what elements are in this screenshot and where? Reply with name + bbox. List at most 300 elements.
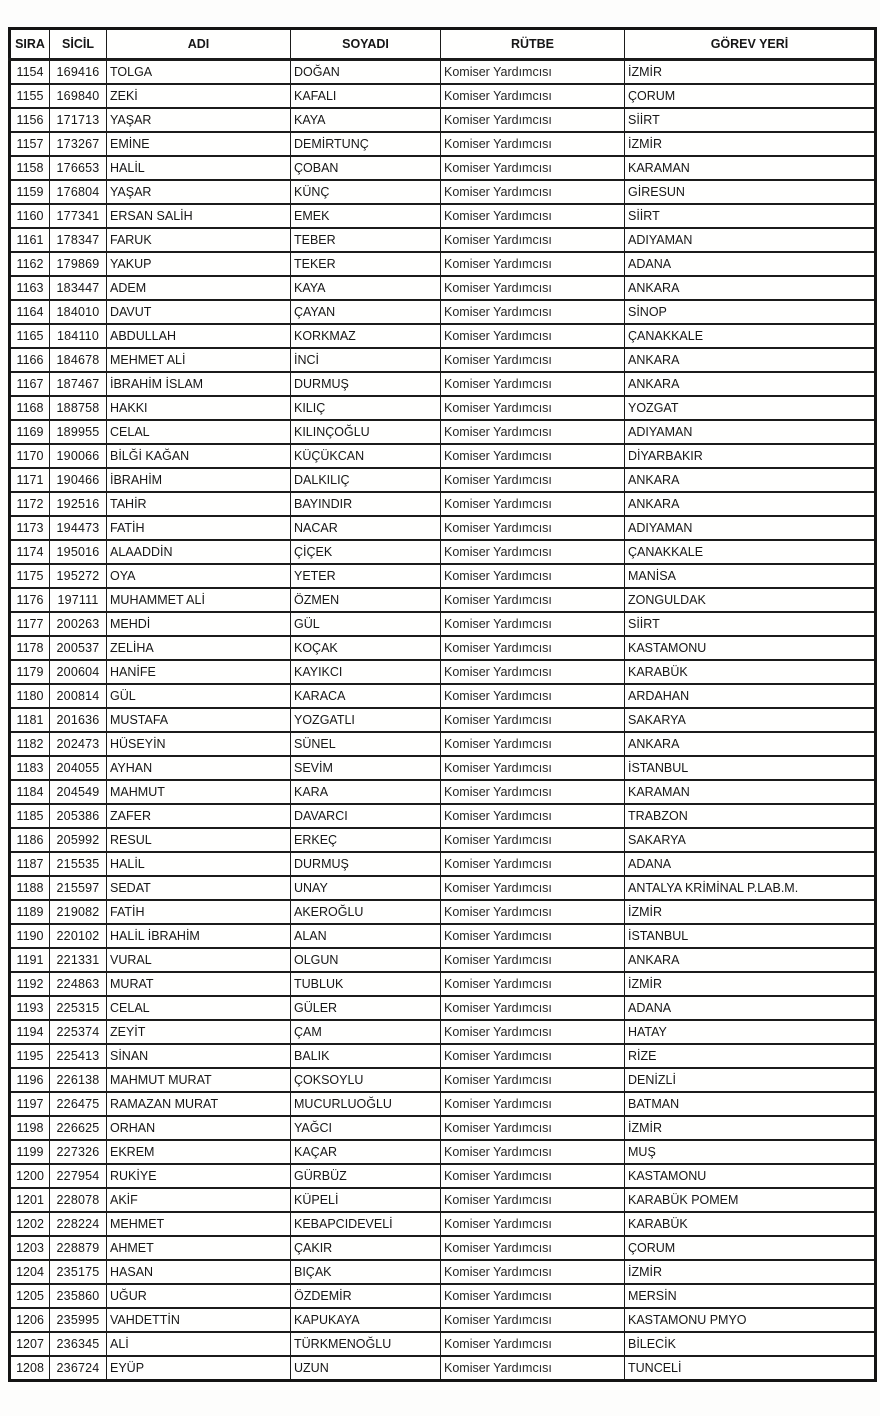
cell-rutbe: Komiser Yardımcısı xyxy=(441,324,625,348)
column-header-sicil: SİCİL xyxy=(50,29,107,60)
cell-sicil: 221331 xyxy=(50,948,107,972)
cell-sicil: 227326 xyxy=(50,1140,107,1164)
cell-gorev-yeri: ANKARA xyxy=(625,276,876,300)
cell-soyadi: KÜPELİ xyxy=(291,1188,441,1212)
cell-rutbe: Komiser Yardımcısı xyxy=(441,1308,625,1332)
cell-soyadi: UZUN xyxy=(291,1356,441,1381)
cell-soyadi: YAĞCI xyxy=(291,1116,441,1140)
cell-sicil: 171713 xyxy=(50,108,107,132)
cell-sira: 1167 xyxy=(10,372,50,396)
table-row xyxy=(10,396,876,420)
table-row xyxy=(10,1140,876,1164)
cell-soyadi: DEMİRTUNÇ xyxy=(291,132,441,156)
cell-soyadi: MUCURLUOĞLU xyxy=(291,1092,441,1116)
table-row xyxy=(10,876,876,900)
cell-sira: 1200 xyxy=(10,1164,50,1188)
table-row xyxy=(10,732,876,756)
cell-sira: 1160 xyxy=(10,204,50,228)
cell-sira: 1173 xyxy=(10,516,50,540)
cell-sicil: 179869 xyxy=(50,252,107,276)
cell-rutbe: Komiser Yardımcısı xyxy=(441,156,625,180)
table-row xyxy=(10,780,876,804)
cell-soyadi: TUBLUK xyxy=(291,972,441,996)
cell-sicil: 189955 xyxy=(50,420,107,444)
cell-rutbe: Komiser Yardımcısı xyxy=(441,1356,625,1381)
cell-gorev-yeri: ADANA xyxy=(625,996,876,1020)
cell-soyadi: ALAN xyxy=(291,924,441,948)
cell-sira: 1169 xyxy=(10,420,50,444)
cell-adi: HÜSEYİN xyxy=(107,732,291,756)
cell-rutbe: Komiser Yardımcısı xyxy=(441,1284,625,1308)
cell-adi: UĞUR xyxy=(107,1284,291,1308)
table-row xyxy=(10,420,876,444)
cell-sicil: 194473 xyxy=(50,516,107,540)
cell-sira: 1199 xyxy=(10,1140,50,1164)
cell-adi: MUHAMMET ALİ xyxy=(107,588,291,612)
cell-soyadi: DURMUŞ xyxy=(291,372,441,396)
cell-sira: 1183 xyxy=(10,756,50,780)
cell-sicil: 183447 xyxy=(50,276,107,300)
cell-rutbe: Komiser Yardımcısı xyxy=(441,1332,625,1356)
cell-rutbe: Komiser Yardımcısı xyxy=(441,756,625,780)
cell-adi: AHMET xyxy=(107,1236,291,1260)
cell-sicil: 200537 xyxy=(50,636,107,660)
cell-adi: HASAN xyxy=(107,1260,291,1284)
cell-gorev-yeri: ÇANAKKALE xyxy=(625,324,876,348)
cell-gorev-yeri: ZONGULDAK xyxy=(625,588,876,612)
cell-sira: 1204 xyxy=(10,1260,50,1284)
cell-sicil: 187467 xyxy=(50,372,107,396)
cell-gorev-yeri: KARABÜK xyxy=(625,660,876,684)
cell-soyadi: KAPUKAYA xyxy=(291,1308,441,1332)
header-row xyxy=(10,29,876,60)
cell-soyadi: KAFALI xyxy=(291,84,441,108)
cell-gorev-yeri: İZMİR xyxy=(625,60,876,85)
cell-sira: 1185 xyxy=(10,804,50,828)
cell-sira: 1158 xyxy=(10,156,50,180)
table-row xyxy=(10,84,876,108)
cell-rutbe: Komiser Yardımcısı xyxy=(441,660,625,684)
table-row xyxy=(10,1092,876,1116)
cell-rutbe: Komiser Yardımcısı xyxy=(441,900,625,924)
cell-soyadi: ÖZMEN xyxy=(291,588,441,612)
cell-soyadi: DALKILIÇ xyxy=(291,468,441,492)
cell-rutbe: Komiser Yardımcısı xyxy=(441,348,625,372)
table-row xyxy=(10,1308,876,1332)
cell-sira: 1184 xyxy=(10,780,50,804)
table-row xyxy=(10,1188,876,1212)
cell-sicil: 228078 xyxy=(50,1188,107,1212)
cell-gorev-yeri: YOZGAT xyxy=(625,396,876,420)
cell-rutbe: Komiser Yardımcısı xyxy=(441,612,625,636)
cell-soyadi: BIÇAK xyxy=(291,1260,441,1284)
cell-adi: FATİH xyxy=(107,900,291,924)
cell-sicil: 227954 xyxy=(50,1164,107,1188)
cell-adi: RAMAZAN MURAT xyxy=(107,1092,291,1116)
cell-adi: MAHMUT MURAT xyxy=(107,1068,291,1092)
cell-adi: HANİFE xyxy=(107,660,291,684)
cell-rutbe: Komiser Yardımcısı xyxy=(441,444,625,468)
cell-sira: 1178 xyxy=(10,636,50,660)
cell-gorev-yeri: ANKARA xyxy=(625,372,876,396)
cell-sicil: 226625 xyxy=(50,1116,107,1140)
cell-sira: 1208 xyxy=(10,1356,50,1381)
cell-soyadi: DOĞAN xyxy=(291,60,441,85)
cell-gorev-yeri: ANKARA xyxy=(625,732,876,756)
cell-sira: 1163 xyxy=(10,276,50,300)
cell-rutbe: Komiser Yardımcısı xyxy=(441,876,625,900)
cell-sira: 1166 xyxy=(10,348,50,372)
cell-sicil: 235860 xyxy=(50,1284,107,1308)
cell-gorev-yeri: İZMİR xyxy=(625,1260,876,1284)
cell-rutbe: Komiser Yardımcısı xyxy=(441,972,625,996)
cell-gorev-yeri: İSTANBUL xyxy=(625,924,876,948)
cell-soyadi: KORKMAZ xyxy=(291,324,441,348)
cell-rutbe: Komiser Yardımcısı xyxy=(441,924,625,948)
cell-sira: 1190 xyxy=(10,924,50,948)
table-row xyxy=(10,612,876,636)
cell-soyadi: GÜRBÜZ xyxy=(291,1164,441,1188)
table-row xyxy=(10,108,876,132)
cell-sira: 1155 xyxy=(10,84,50,108)
cell-adi: TOLGA xyxy=(107,60,291,85)
cell-sira: 1171 xyxy=(10,468,50,492)
cell-sira: 1154 xyxy=(10,60,50,85)
cell-sicil: 169840 xyxy=(50,84,107,108)
cell-soyadi: KAYA xyxy=(291,108,441,132)
cell-gorev-yeri: BİLECİK xyxy=(625,1332,876,1356)
cell-gorev-yeri: HATAY xyxy=(625,1020,876,1044)
cell-gorev-yeri: ANKARA xyxy=(625,348,876,372)
cell-adi: DAVUT xyxy=(107,300,291,324)
cell-sira: 1157 xyxy=(10,132,50,156)
cell-adi: AKİF xyxy=(107,1188,291,1212)
cell-rutbe: Komiser Yardımcısı xyxy=(441,564,625,588)
cell-gorev-yeri: KASTAMONU xyxy=(625,1164,876,1188)
cell-rutbe: Komiser Yardımcısı xyxy=(441,1020,625,1044)
cell-gorev-yeri: ÇORUM xyxy=(625,84,876,108)
cell-adi: ADEM xyxy=(107,276,291,300)
cell-gorev-yeri: SİİRT xyxy=(625,204,876,228)
cell-adi: FARUK xyxy=(107,228,291,252)
cell-rutbe: Komiser Yardımcısı xyxy=(441,132,625,156)
cell-gorev-yeri: İZMİR xyxy=(625,132,876,156)
cell-sicil: 205386 xyxy=(50,804,107,828)
table-row xyxy=(10,300,876,324)
cell-adi: HALİL xyxy=(107,156,291,180)
column-header-sira: SIRA xyxy=(10,29,50,60)
cell-adi: MEHMET ALİ xyxy=(107,348,291,372)
cell-sicil: 184678 xyxy=(50,348,107,372)
cell-rutbe: Komiser Yardımcısı xyxy=(441,780,625,804)
table-row xyxy=(10,636,876,660)
table-header xyxy=(10,29,876,60)
cell-soyadi: SÜNEL xyxy=(291,732,441,756)
cell-gorev-yeri: SAKARYA xyxy=(625,828,876,852)
cell-sicil: 219082 xyxy=(50,900,107,924)
cell-soyadi: GÜLER xyxy=(291,996,441,1020)
column-header-rutbe: RÜTBE xyxy=(441,29,625,60)
cell-gorev-yeri: RİZE xyxy=(625,1044,876,1068)
cell-gorev-yeri: GİRESUN xyxy=(625,180,876,204)
cell-adi: HAKKI xyxy=(107,396,291,420)
cell-gorev-yeri: ADIYAMAN xyxy=(625,420,876,444)
cell-sira: 1188 xyxy=(10,876,50,900)
cell-sira: 1194 xyxy=(10,1020,50,1044)
cell-rutbe: Komiser Yardımcısı xyxy=(441,84,625,108)
cell-soyadi: KARA xyxy=(291,780,441,804)
cell-rutbe: Komiser Yardımcısı xyxy=(441,1092,625,1116)
table-row xyxy=(10,372,876,396)
cell-sira: 1165 xyxy=(10,324,50,348)
cell-adi: MURAT xyxy=(107,972,291,996)
cell-soyadi: KÜNÇ xyxy=(291,180,441,204)
table-row xyxy=(10,924,876,948)
cell-sicil: 195016 xyxy=(50,540,107,564)
cell-sicil: 215535 xyxy=(50,852,107,876)
table-row xyxy=(10,588,876,612)
cell-soyadi: SEVİM xyxy=(291,756,441,780)
cell-sira: 1176 xyxy=(10,588,50,612)
cell-sicil: 228224 xyxy=(50,1212,107,1236)
cell-sira: 1174 xyxy=(10,540,50,564)
cell-rutbe: Komiser Yardımcısı xyxy=(441,60,625,85)
cell-adi: HALİL xyxy=(107,852,291,876)
cell-gorev-yeri: ARDAHAN xyxy=(625,684,876,708)
cell-sicil: 235995 xyxy=(50,1308,107,1332)
cell-adi: SİNAN xyxy=(107,1044,291,1068)
cell-adi: İBRAHİM xyxy=(107,468,291,492)
cell-rutbe: Komiser Yardımcısı xyxy=(441,1212,625,1236)
cell-gorev-yeri: KARAMAN xyxy=(625,156,876,180)
cell-soyadi: KOÇAK xyxy=(291,636,441,660)
cell-adi: EKREM xyxy=(107,1140,291,1164)
cell-soyadi: TÜRKMENOĞLU xyxy=(291,1332,441,1356)
table-row xyxy=(10,756,876,780)
cell-adi: RUKİYE xyxy=(107,1164,291,1188)
cell-sicil: 225374 xyxy=(50,1020,107,1044)
cell-soyadi: İNCİ xyxy=(291,348,441,372)
cell-rutbe: Komiser Yardımcısı xyxy=(441,1068,625,1092)
table-row xyxy=(10,180,876,204)
cell-sira: 1192 xyxy=(10,972,50,996)
cell-soyadi: OLGUN xyxy=(291,948,441,972)
table-row xyxy=(10,1116,876,1140)
cell-adi: VURAL xyxy=(107,948,291,972)
table-row xyxy=(10,948,876,972)
cell-sicil: 176653 xyxy=(50,156,107,180)
cell-rutbe: Komiser Yardımcısı xyxy=(441,948,625,972)
cell-gorev-yeri: SİİRT xyxy=(625,108,876,132)
cell-soyadi: AKEROĞLU xyxy=(291,900,441,924)
cell-adi: ORHAN xyxy=(107,1116,291,1140)
table-row xyxy=(10,276,876,300)
table-row xyxy=(10,1356,876,1381)
cell-sira: 1168 xyxy=(10,396,50,420)
cell-adi: MEHDİ xyxy=(107,612,291,636)
cell-gorev-yeri: TUNCELİ xyxy=(625,1356,876,1381)
table-body xyxy=(10,60,876,1381)
cell-rutbe: Komiser Yardımcısı xyxy=(441,1164,625,1188)
cell-soyadi: KAÇAR xyxy=(291,1140,441,1164)
table-row xyxy=(10,1332,876,1356)
cell-soyadi: TEBER xyxy=(291,228,441,252)
cell-rutbe: Komiser Yardımcısı xyxy=(441,372,625,396)
cell-sicil: 195272 xyxy=(50,564,107,588)
cell-soyadi: DAVARCI xyxy=(291,804,441,828)
cell-sira: 1162 xyxy=(10,252,50,276)
cell-rutbe: Komiser Yardımcısı xyxy=(441,516,625,540)
table-row xyxy=(10,684,876,708)
cell-sira: 1198 xyxy=(10,1116,50,1140)
cell-sira: 1177 xyxy=(10,612,50,636)
cell-gorev-yeri: SİİRT xyxy=(625,612,876,636)
cell-rutbe: Komiser Yardımcısı xyxy=(441,1044,625,1068)
table-row xyxy=(10,444,876,468)
cell-adi: GÜL xyxy=(107,684,291,708)
table-row xyxy=(10,468,876,492)
cell-soyadi: KÜÇÜKCAN xyxy=(291,444,441,468)
cell-rutbe: Komiser Yardımcısı xyxy=(441,684,625,708)
cell-adi: YAŞAR xyxy=(107,108,291,132)
cell-sicil: 205992 xyxy=(50,828,107,852)
cell-adi: AYHAN xyxy=(107,756,291,780)
cell-gorev-yeri: MERSİN xyxy=(625,1284,876,1308)
cell-rutbe: Komiser Yardımcısı xyxy=(441,708,625,732)
cell-soyadi: DURMUŞ xyxy=(291,852,441,876)
cell-rutbe: Komiser Yardımcısı xyxy=(441,300,625,324)
cell-sicil: 235175 xyxy=(50,1260,107,1284)
table-row xyxy=(10,708,876,732)
cell-gorev-yeri: KARABÜK POMEM xyxy=(625,1188,876,1212)
cell-soyadi: GÜL xyxy=(291,612,441,636)
cell-sira: 1201 xyxy=(10,1188,50,1212)
cell-rutbe: Komiser Yardımcısı xyxy=(441,732,625,756)
cell-gorev-yeri: ÇORUM xyxy=(625,1236,876,1260)
table-row xyxy=(10,1068,876,1092)
cell-adi: ALİ xyxy=(107,1332,291,1356)
cell-rutbe: Komiser Yardımcısı xyxy=(441,1140,625,1164)
table-row xyxy=(10,204,876,228)
cell-sicil: 220102 xyxy=(50,924,107,948)
cell-adi: ERSAN SALİH xyxy=(107,204,291,228)
cell-sicil: 184010 xyxy=(50,300,107,324)
cell-gorev-yeri: TRABZON xyxy=(625,804,876,828)
cell-sira: 1181 xyxy=(10,708,50,732)
table-row xyxy=(10,1236,876,1260)
cell-adi: BİLĞİ KAĞAN xyxy=(107,444,291,468)
cell-gorev-yeri: ANTALYA KRİMİNAL P.LAB.M. xyxy=(625,876,876,900)
cell-sira: 1156 xyxy=(10,108,50,132)
table-row xyxy=(10,1020,876,1044)
cell-rutbe: Komiser Yardımcısı xyxy=(441,1236,625,1260)
table-row xyxy=(10,252,876,276)
table-row xyxy=(10,828,876,852)
cell-soyadi: ÇAYAN xyxy=(291,300,441,324)
cell-gorev-yeri: İSTANBUL xyxy=(625,756,876,780)
cell-sira: 1159 xyxy=(10,180,50,204)
cell-rutbe: Komiser Yardımcısı xyxy=(441,228,625,252)
cell-adi: ZEYİT xyxy=(107,1020,291,1044)
cell-soyadi: YOZGATLI xyxy=(291,708,441,732)
cell-soyadi: KAYA xyxy=(291,276,441,300)
cell-sicil: 200263 xyxy=(50,612,107,636)
cell-adi: MAHMUT xyxy=(107,780,291,804)
cell-adi: CELAL xyxy=(107,420,291,444)
cell-soyadi: EMEK xyxy=(291,204,441,228)
cell-adi: EYÜP xyxy=(107,1356,291,1381)
table-row xyxy=(10,852,876,876)
cell-gorev-yeri: SAKARYA xyxy=(625,708,876,732)
table-row xyxy=(10,156,876,180)
cell-soyadi: YETER xyxy=(291,564,441,588)
column-header-soyadi: SOYADI xyxy=(291,29,441,60)
cell-adi: HALİL İBRAHİM xyxy=(107,924,291,948)
cell-adi: ZELİHA xyxy=(107,636,291,660)
cell-soyadi: ÇAKIR xyxy=(291,1236,441,1260)
table-row xyxy=(10,516,876,540)
cell-rutbe: Komiser Yardımcısı xyxy=(441,252,625,276)
cell-adi: EMİNE xyxy=(107,132,291,156)
cell-sicil: 169416 xyxy=(50,60,107,85)
cell-soyadi: ÇİÇEK xyxy=(291,540,441,564)
cell-gorev-yeri: ANKARA xyxy=(625,948,876,972)
table-row xyxy=(10,492,876,516)
cell-adi: CELAL xyxy=(107,996,291,1020)
cell-sicil: 215597 xyxy=(50,876,107,900)
cell-sicil: 200604 xyxy=(50,660,107,684)
cell-adi: İBRAHİM İSLAM xyxy=(107,372,291,396)
cell-rutbe: Komiser Yardımcısı xyxy=(441,588,625,612)
cell-sira: 1206 xyxy=(10,1308,50,1332)
cell-soyadi: BALIK xyxy=(291,1044,441,1068)
cell-adi: MUSTAFA xyxy=(107,708,291,732)
cell-soyadi: KEBAPCIDEVELİ xyxy=(291,1212,441,1236)
cell-sira: 1182 xyxy=(10,732,50,756)
table-row xyxy=(10,1164,876,1188)
cell-sira: 1187 xyxy=(10,852,50,876)
cell-rutbe: Komiser Yardımcısı xyxy=(441,804,625,828)
cell-gorev-yeri: KARABÜK xyxy=(625,1212,876,1236)
cell-soyadi: ÇOKSOYLU xyxy=(291,1068,441,1092)
cell-soyadi: KARACA xyxy=(291,684,441,708)
cell-gorev-yeri: KASTAMONU xyxy=(625,636,876,660)
cell-rutbe: Komiser Yardımcısı xyxy=(441,396,625,420)
cell-rutbe: Komiser Yardımcısı xyxy=(441,492,625,516)
cell-sira: 1180 xyxy=(10,684,50,708)
cell-sicil: 228879 xyxy=(50,1236,107,1260)
cell-sicil: 225315 xyxy=(50,996,107,1020)
cell-rutbe: Komiser Yardımcısı xyxy=(441,276,625,300)
cell-sira: 1164 xyxy=(10,300,50,324)
cell-sira: 1170 xyxy=(10,444,50,468)
cell-rutbe: Komiser Yardımcısı xyxy=(441,540,625,564)
cell-sira: 1189 xyxy=(10,900,50,924)
cell-sira: 1202 xyxy=(10,1212,50,1236)
cell-soyadi: KILIÇ xyxy=(291,396,441,420)
cell-rutbe: Komiser Yardımcısı xyxy=(441,420,625,444)
cell-sicil: 201636 xyxy=(50,708,107,732)
cell-sicil: 176804 xyxy=(50,180,107,204)
table-row xyxy=(10,660,876,684)
cell-sicil: 192516 xyxy=(50,492,107,516)
cell-adi: YAKUP xyxy=(107,252,291,276)
cell-sira: 1195 xyxy=(10,1044,50,1068)
cell-rutbe: Komiser Yardımcısı xyxy=(441,108,625,132)
cell-adi: ZAFER xyxy=(107,804,291,828)
table-row xyxy=(10,1212,876,1236)
cell-gorev-yeri: İZMİR xyxy=(625,972,876,996)
